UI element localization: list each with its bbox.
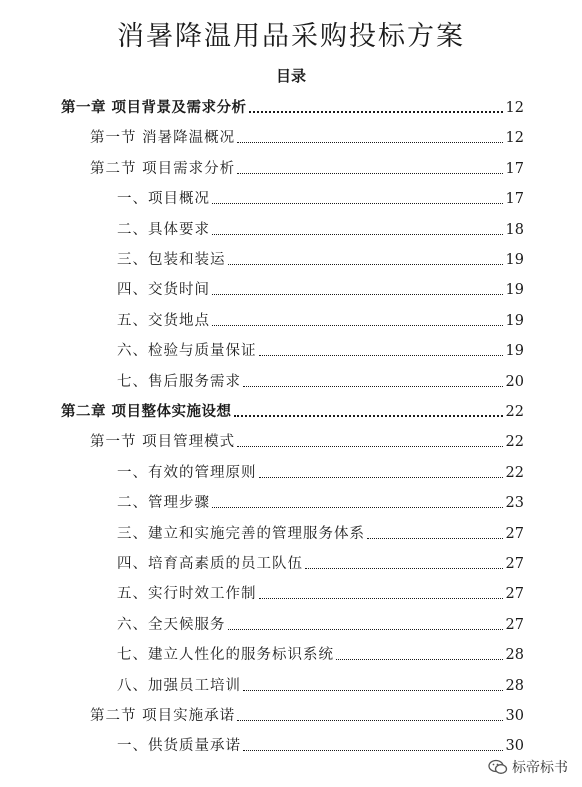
toc-dot-leader	[336, 658, 503, 660]
toc-dot-leader	[237, 172, 502, 174]
toc-page-number: 27	[505, 616, 524, 633]
toc-heading: 目录	[275, 67, 306, 85]
toc-item-entry[interactable]	[117, 731, 524, 755]
toc-page-number: 18	[505, 221, 524, 238]
toc-page-number: 27	[505, 586, 524, 603]
toc-page-number: 22	[505, 404, 524, 420]
toc-section-entry[interactable]	[90, 154, 524, 178]
toc-entry-title: 七、售后服务需求	[117, 373, 241, 390]
toc-page-number: 19	[505, 252, 524, 268]
toc-dot-leader	[243, 385, 503, 387]
toc-entry-title: 七、建立人性化的服务标识系统	[117, 647, 334, 664]
toc-page-number: 30	[505, 738, 524, 755]
toc-section-entry[interactable]	[90, 701, 524, 725]
watermark	[486, 757, 570, 777]
toc-dot-leader	[305, 567, 503, 569]
toc-item-entry[interactable]	[117, 488, 524, 512]
toc-page-number: 27	[505, 525, 524, 542]
toc-item-entry[interactable]	[117, 336, 524, 360]
toc-dot-leader	[249, 110, 503, 113]
toc-dot-leader	[234, 414, 503, 417]
toc-entry-title: 一、供货质量承诺	[117, 738, 241, 755]
toc-dot-leader	[243, 689, 503, 691]
toc-entry-title: 六、全天候服务	[117, 616, 226, 633]
toc-item-entry[interactable]	[117, 519, 524, 543]
toc-entry-title: 一、有效的管理原则	[117, 464, 257, 481]
toc-dot-leader	[237, 719, 502, 721]
toc-entry-title: 三、建立和实施完善的管理服务体系	[117, 525, 365, 542]
toc-dot-leader	[212, 293, 503, 295]
toc-entry-title: 二、管理步骤	[117, 495, 210, 512]
toc-page-number: 23	[505, 495, 524, 512]
toc-page-number: 22	[505, 434, 524, 451]
toc-entry-title: 四、培育高素质的员工队伍	[117, 556, 303, 572]
toc-page-number: 20	[505, 373, 524, 390]
toc-item-entry[interactable]	[117, 184, 524, 208]
toc-page-number: 22	[505, 464, 524, 481]
toc-entry-title: 一、项目概况	[117, 191, 210, 208]
toc-entry-title: 五、实行时效工作制	[117, 586, 257, 603]
toc-dot-leader	[212, 233, 503, 235]
toc-item-entry[interactable]	[117, 549, 524, 573]
toc-item-entry[interactable]	[117, 367, 524, 391]
toc-item-entry[interactable]	[117, 215, 524, 239]
toc-entry-title: 四、交货时间	[117, 282, 210, 299]
toc-entry-title: 第一节 消暑降温概况	[90, 130, 236, 147]
toc-dot-leader	[237, 445, 502, 447]
toc-entry-title: 第二章 项目整体实施设想	[61, 404, 232, 420]
toc-page-number: 28	[505, 677, 524, 694]
toc-dot-leader	[259, 597, 503, 599]
toc-dot-leader	[212, 324, 503, 326]
toc-entry-title: 第二节 项目需求分析	[90, 160, 236, 177]
toc-section-entry[interactable]	[90, 427, 524, 451]
toc-dot-leader	[228, 263, 503, 265]
toc-entry-title: 二、具体要求	[117, 221, 210, 238]
toc-dot-leader	[212, 202, 503, 204]
toc-dot-leader	[259, 476, 503, 478]
toc-dot-leader	[228, 628, 503, 630]
toc-dot-leader	[259, 354, 503, 356]
toc-page-number: 27	[505, 556, 524, 572]
toc-page-number: 12	[505, 100, 524, 116]
toc-item-entry[interactable]	[117, 458, 524, 482]
toc-entry-title: 三、包装和装运	[117, 252, 226, 268]
toc-dot-leader	[367, 537, 503, 539]
toc-page-number: 17	[505, 191, 524, 208]
toc-chapter-entry[interactable]	[61, 93, 524, 117]
toc-entry-title: 第一章 项目背景及需求分析	[61, 100, 247, 116]
toc-page-number: 19	[505, 312, 524, 329]
toc-dot-leader	[237, 141, 502, 143]
toc-page-number: 30	[505, 708, 524, 724]
toc-item-entry[interactable]	[117, 579, 524, 603]
toc-page-number: 17	[505, 160, 524, 177]
toc-page-number: 28	[505, 647, 524, 664]
toc-dot-leader	[243, 749, 503, 751]
wechat-icon	[488, 759, 508, 775]
toc-item-entry[interactable]	[117, 245, 524, 269]
toc-item-entry[interactable]	[117, 671, 524, 695]
toc-entry-title: 六、检验与质量保证	[117, 343, 257, 360]
toc-page-number: 19	[505, 282, 524, 299]
toc-entry-title: 五、交货地点	[117, 312, 210, 329]
toc-entry-title: 八、加强员工培训	[117, 677, 241, 694]
toc-item-entry[interactable]	[117, 640, 524, 664]
document-title: 消暑降温用品采购投标方案	[117, 21, 465, 52]
toc-dot-leader	[212, 506, 503, 508]
toc-entry-title: 第一节 项目管理模式	[90, 434, 236, 451]
toc-chapter-entry[interactable]	[61, 397, 524, 421]
watermark-text: 标帝标书	[512, 760, 568, 776]
toc-item-entry[interactable]	[117, 306, 524, 330]
toc-item-entry[interactable]	[117, 275, 524, 299]
toc-page-number: 19	[505, 343, 524, 360]
toc-item-entry[interactable]	[117, 610, 524, 634]
toc-page-number: 12	[505, 130, 524, 147]
toc-section-entry[interactable]	[90, 123, 524, 147]
toc-entry-title: 第二节 项目实施承诺	[90, 708, 236, 724]
